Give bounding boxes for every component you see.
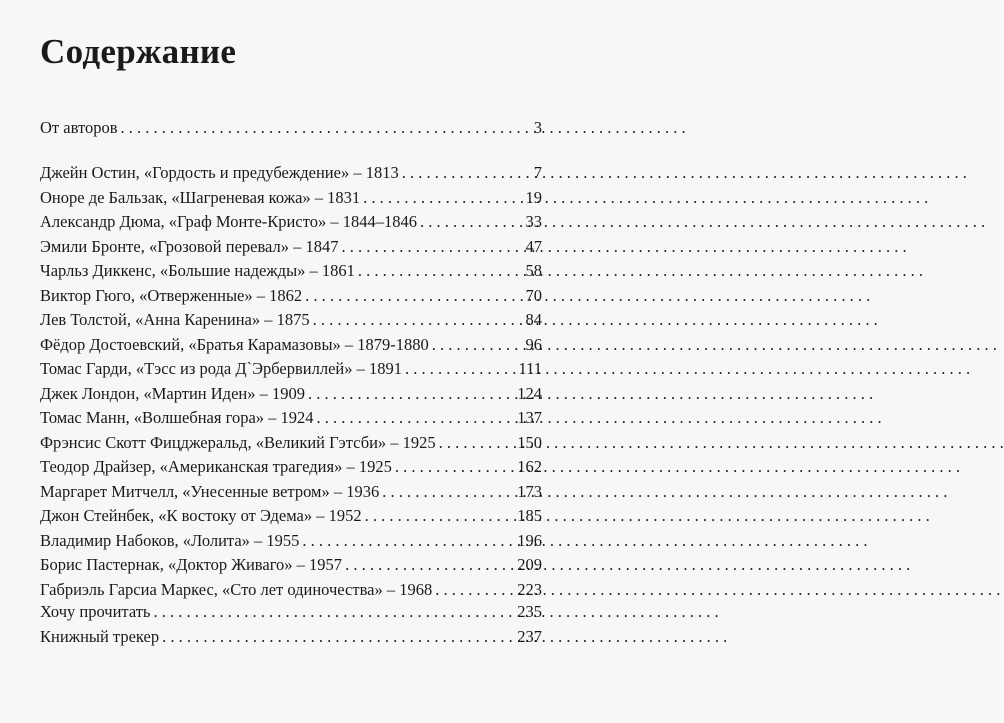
toc-entry [40,431,542,456]
toc-entry-title: Фрэнсис Скотт Фицджеральд, «Великий Гэтсби» – 1925 [40,432,436,452]
dot-leader [405,357,515,382]
toc-entry [40,504,542,529]
toc-entry [40,333,542,358]
dot-leader [420,210,523,235]
toc-page-number: 19 [525,187,542,207]
toc-entry [40,480,542,505]
toc-entry [40,259,542,284]
toc-page-number: 111 [518,359,542,378]
toc-entry-title: Томас Манн, «Волшебная гора» – 1924 [40,408,314,427]
dot-leader [432,333,523,358]
toc-entry [40,186,542,211]
toc-entry-title: Борис Пастернак, «Доктор Живаго» – 1957 [40,555,343,574]
toc-entry-title: Эмили Бронте, «Грозовой перевал» – 1847 [40,236,339,256]
toc-entry-title: Томас Гарди, «Тэсс из рода Д`Эрбервиллей» – 1891 [40,359,402,378]
toc-entry-title: Хочу прочитать [40,602,151,621]
toc-ending-group [40,600,542,649]
toc-entry-title: От авторов [40,118,118,137]
toc-entry-title: Лев Толстой, «Анна Каренина» – 1875 [40,310,310,329]
toc-page-number: 137 [517,408,542,427]
toc-entry-title: Джек Лондон, «Мартин Иден» – 1909 [40,383,305,403]
toc-page-number: 58 [525,261,542,280]
toc-entry-title: Маргарет Митчелл, «Унесенные ветром» – 1936 [40,481,380,501]
dot-leader [313,308,523,333]
dot-leader [153,600,514,625]
toc-page-number: 209 [517,555,542,574]
dot-leader [365,504,515,529]
toc-page-number: 124 [517,383,542,403]
toc-entry [40,600,542,625]
dot-leader [342,235,523,260]
dot-leader [305,284,522,309]
dot-leader [363,186,522,211]
toc-page-number: 150 [517,432,542,452]
toc-entry [40,210,542,235]
toc-entry-title: Габриэль Гарсиа Маркес, «Сто лет одиночества» – 1968 [40,579,433,599]
toc-page-number: 235 [517,602,542,621]
dot-leader [162,625,514,650]
toc-entry [40,578,542,603]
toc-page-number: 70 [525,285,542,305]
toc-page-number: 237 [517,626,542,646]
toc-page-number: 223 [517,579,542,599]
toc-entry-title: Владимир Набоков, «Лолита» – 1955 [40,530,300,550]
toc-entry [40,284,542,309]
dot-leader [302,529,514,554]
toc-entry-title: Теодор Драйзер, «Американская трагедия» – 1925 [40,457,392,476]
toc-intro-group [40,116,542,141]
toc-page-number: 33 [525,212,542,231]
dot-leader [317,406,515,431]
toc-entry [40,625,542,650]
toc-entry-title: Виктор Гюго, «Отверженные» – 1862 [40,285,303,305]
toc-entry-title: Джон Стейнбек, «К востоку от Эдема» – 1952 [40,506,362,525]
toc-page-number: 196 [517,530,542,550]
dot-leader [395,455,514,480]
toc-page-number: 173 [517,481,542,501]
toc-entry [40,235,542,260]
toc-entry-title: Фёдор Достоевский, «Братья Карамазовы» – 1879-1880 [40,334,429,354]
toc-entry [40,357,542,382]
toc-main-group [40,161,542,602]
dot-leader [382,480,514,505]
dot-leader [308,382,514,407]
toc-entry [40,529,542,554]
toc-entry-title: Джейн Остин, «Гордость и предубеждение» – 1813 [40,163,399,182]
toc-entry-title: Чарльз Диккенс, «Большие надежды» – 1861 [40,261,355,280]
toc-page-number: 84 [525,310,542,329]
page-title: Содержание [40,32,237,71]
toc-page-number: 96 [525,334,542,354]
dot-leader [345,553,514,578]
dot-leader [439,431,515,456]
toc-entry [40,116,542,141]
toc-page-number: 185 [517,506,542,525]
toc-entry [40,161,542,186]
toc-page-number: 162 [517,457,542,476]
toc-entry [40,308,542,333]
toc-entry-title: Оноре де Бальзак, «Шагреневая кожа» – 1831 [40,187,361,207]
toc-entry [40,553,542,578]
dot-leader [358,259,523,284]
dot-leader [402,161,531,186]
toc-entry [40,382,542,407]
toc-entry-title: Книжный трекер [40,626,160,646]
toc-entry-title: Александр Дюма, «Граф Монте-Кристо» – 1844–1846 [40,212,417,231]
dot-leader [121,116,531,141]
toc-entry [40,406,542,431]
dot-leader [435,578,514,603]
toc-page-number: 3 [533,118,542,137]
toc-page-number: 47 [525,236,542,256]
toc-page-number: 7 [533,163,542,182]
toc-entry [40,455,542,480]
